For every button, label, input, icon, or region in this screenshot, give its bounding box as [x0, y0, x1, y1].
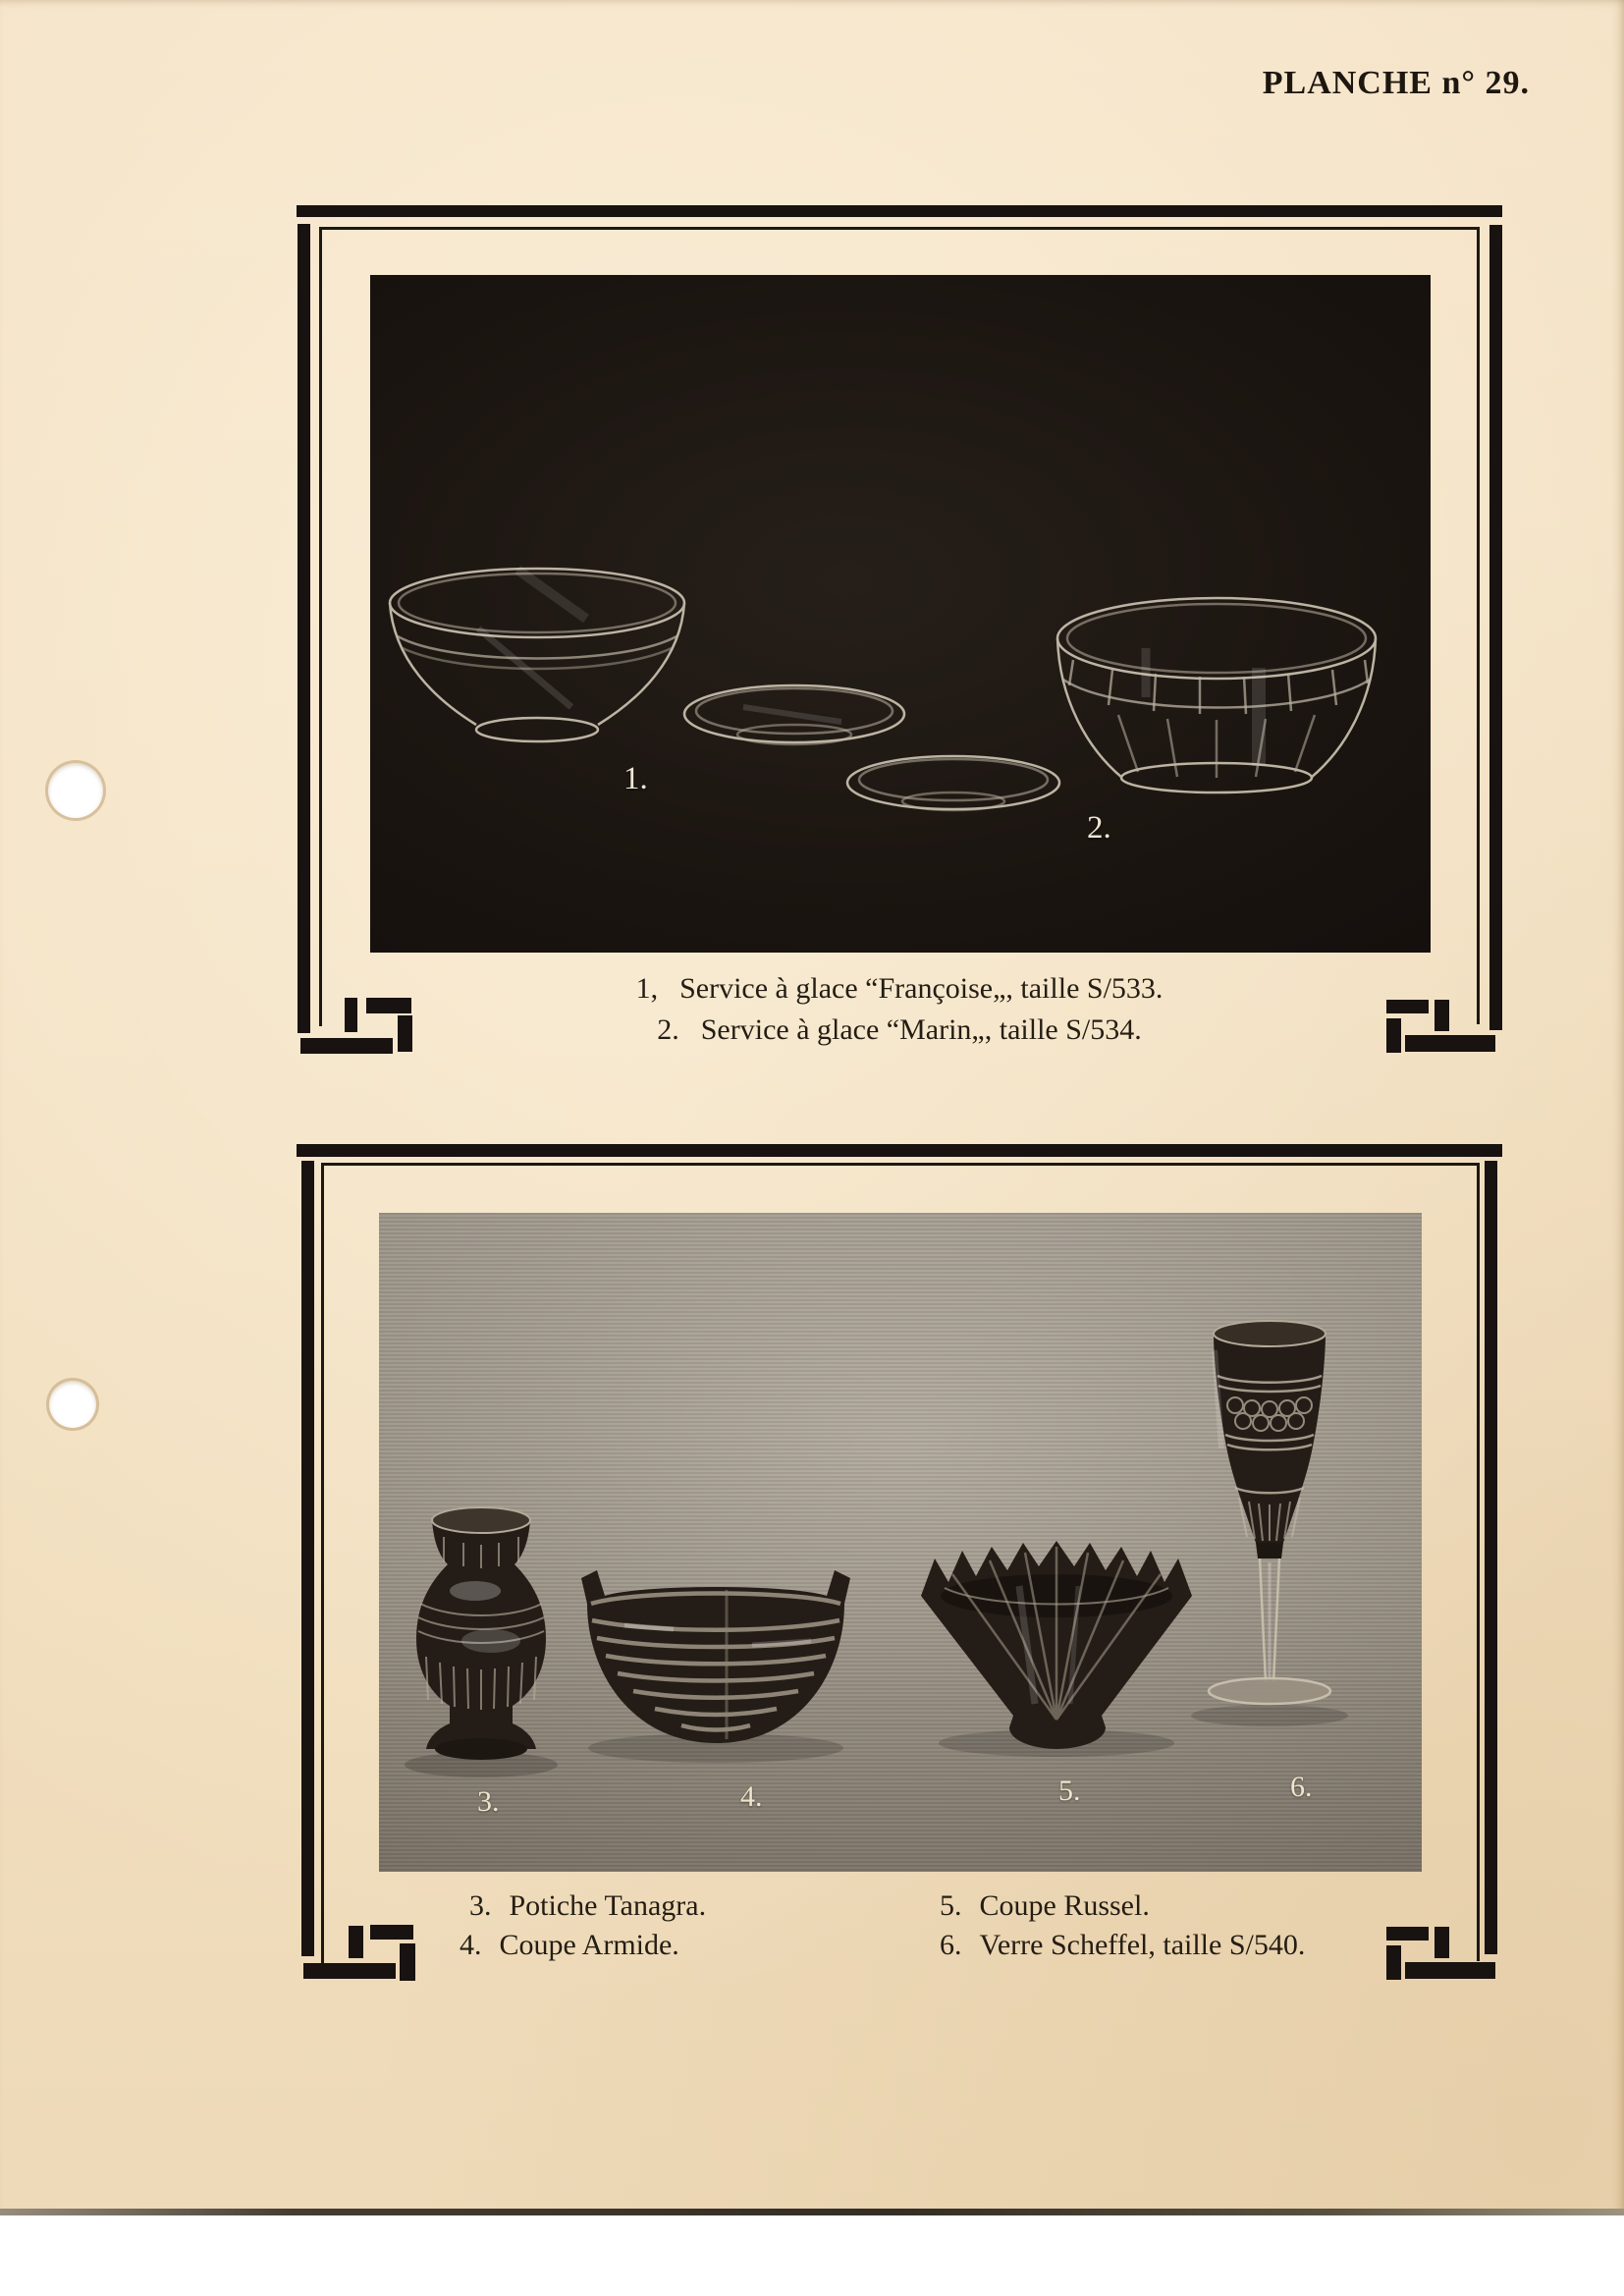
caption-text: Verre Scheffel, taille S/540. [979, 1929, 1306, 1961]
glass-potiche-tanagra [416, 1507, 546, 1760]
corner-ornament [1386, 1945, 1401, 1980]
caption-top [297, 968, 1502, 1051]
caption-text: Potiche Tanagra. [509, 1889, 707, 1922]
caption-text: Coupe Russel. [979, 1889, 1150, 1922]
photo-item-number-4: 4. [740, 1780, 763, 1813]
corner-ornament [303, 1963, 396, 1979]
photo-item-number-6: 6. [1290, 1771, 1313, 1803]
frame-inner-line [1477, 1163, 1480, 1961]
corner-ornament [370, 1925, 413, 1940]
glass-coupe-armide [581, 1570, 850, 1743]
caption-line [940, 1889, 1150, 1923]
corner-ornament [1386, 1927, 1429, 1941]
caption-number: 5. [940, 1889, 962, 1922]
glass-verre-scheffel [1209, 1321, 1330, 1704]
caption-line [297, 1010, 1502, 1051]
caption-number: 4. [460, 1929, 482, 1961]
caption-line [297, 968, 1502, 1010]
glass-plate [847, 756, 1059, 810]
frame-border-bar [297, 205, 1502, 217]
photo-colored-crystal-pieces [379, 1213, 1422, 1872]
caption-line [940, 1929, 1305, 1962]
glass-bowl-marin [1057, 598, 1376, 793]
photo-item-number-2: 2. [1087, 810, 1111, 846]
corner-ornament [400, 1943, 415, 1981]
caption-line [469, 1889, 706, 1923]
page-title: PLANCHE n° 29. [1262, 65, 1530, 101]
caption-text: Coupe Armide. [499, 1929, 679, 1961]
glass-saucer [684, 685, 904, 744]
frame-inner-line [1477, 227, 1480, 1024]
frame-inner-line [321, 1163, 1480, 1166]
punch-hole-top [48, 763, 103, 818]
caption-number: 1, [635, 972, 659, 1005]
frame-inner-line [319, 227, 1480, 230]
photo-item-number-1: 1. [623, 761, 648, 796]
corner-ornament [349, 1926, 363, 1958]
caption-number: 6. [940, 1929, 962, 1961]
punch-hole-bottom [49, 1381, 96, 1428]
page-bottom-edge [0, 2209, 1624, 2215]
caption-number: 2. [657, 1013, 679, 1046]
caption-text: Service à glace “Françoise„, taille S/533. [679, 972, 1164, 1005]
corner-ornament [1405, 1962, 1495, 1979]
frame-inner-line [321, 1163, 324, 1963]
photo-item-number-3: 3. [477, 1785, 500, 1818]
frame-border-bar [297, 1144, 1502, 1157]
photo-item-number-5: 5. [1058, 1775, 1081, 1807]
frame-border-bar [301, 1161, 314, 1956]
caption-number: 3. [469, 1889, 492, 1922]
glassware-drawing-dark [370, 275, 1431, 953]
corner-ornament [1435, 1927, 1449, 1958]
glass-bowl-francoise [390, 569, 684, 741]
photo-ice-cream-services [370, 275, 1431, 953]
caption-text: Service à glace “Marin„, taille S/534. [700, 1013, 1142, 1046]
glass-coupe-russel [921, 1541, 1192, 1749]
glassware-drawing-gray [379, 1213, 1422, 1872]
frame-inner-line [319, 227, 322, 1026]
frame-border-bar [298, 224, 310, 1033]
frame-border-bar [1489, 225, 1502, 1030]
caption-line [460, 1929, 679, 1962]
frame-border-bar [1485, 1161, 1497, 1954]
